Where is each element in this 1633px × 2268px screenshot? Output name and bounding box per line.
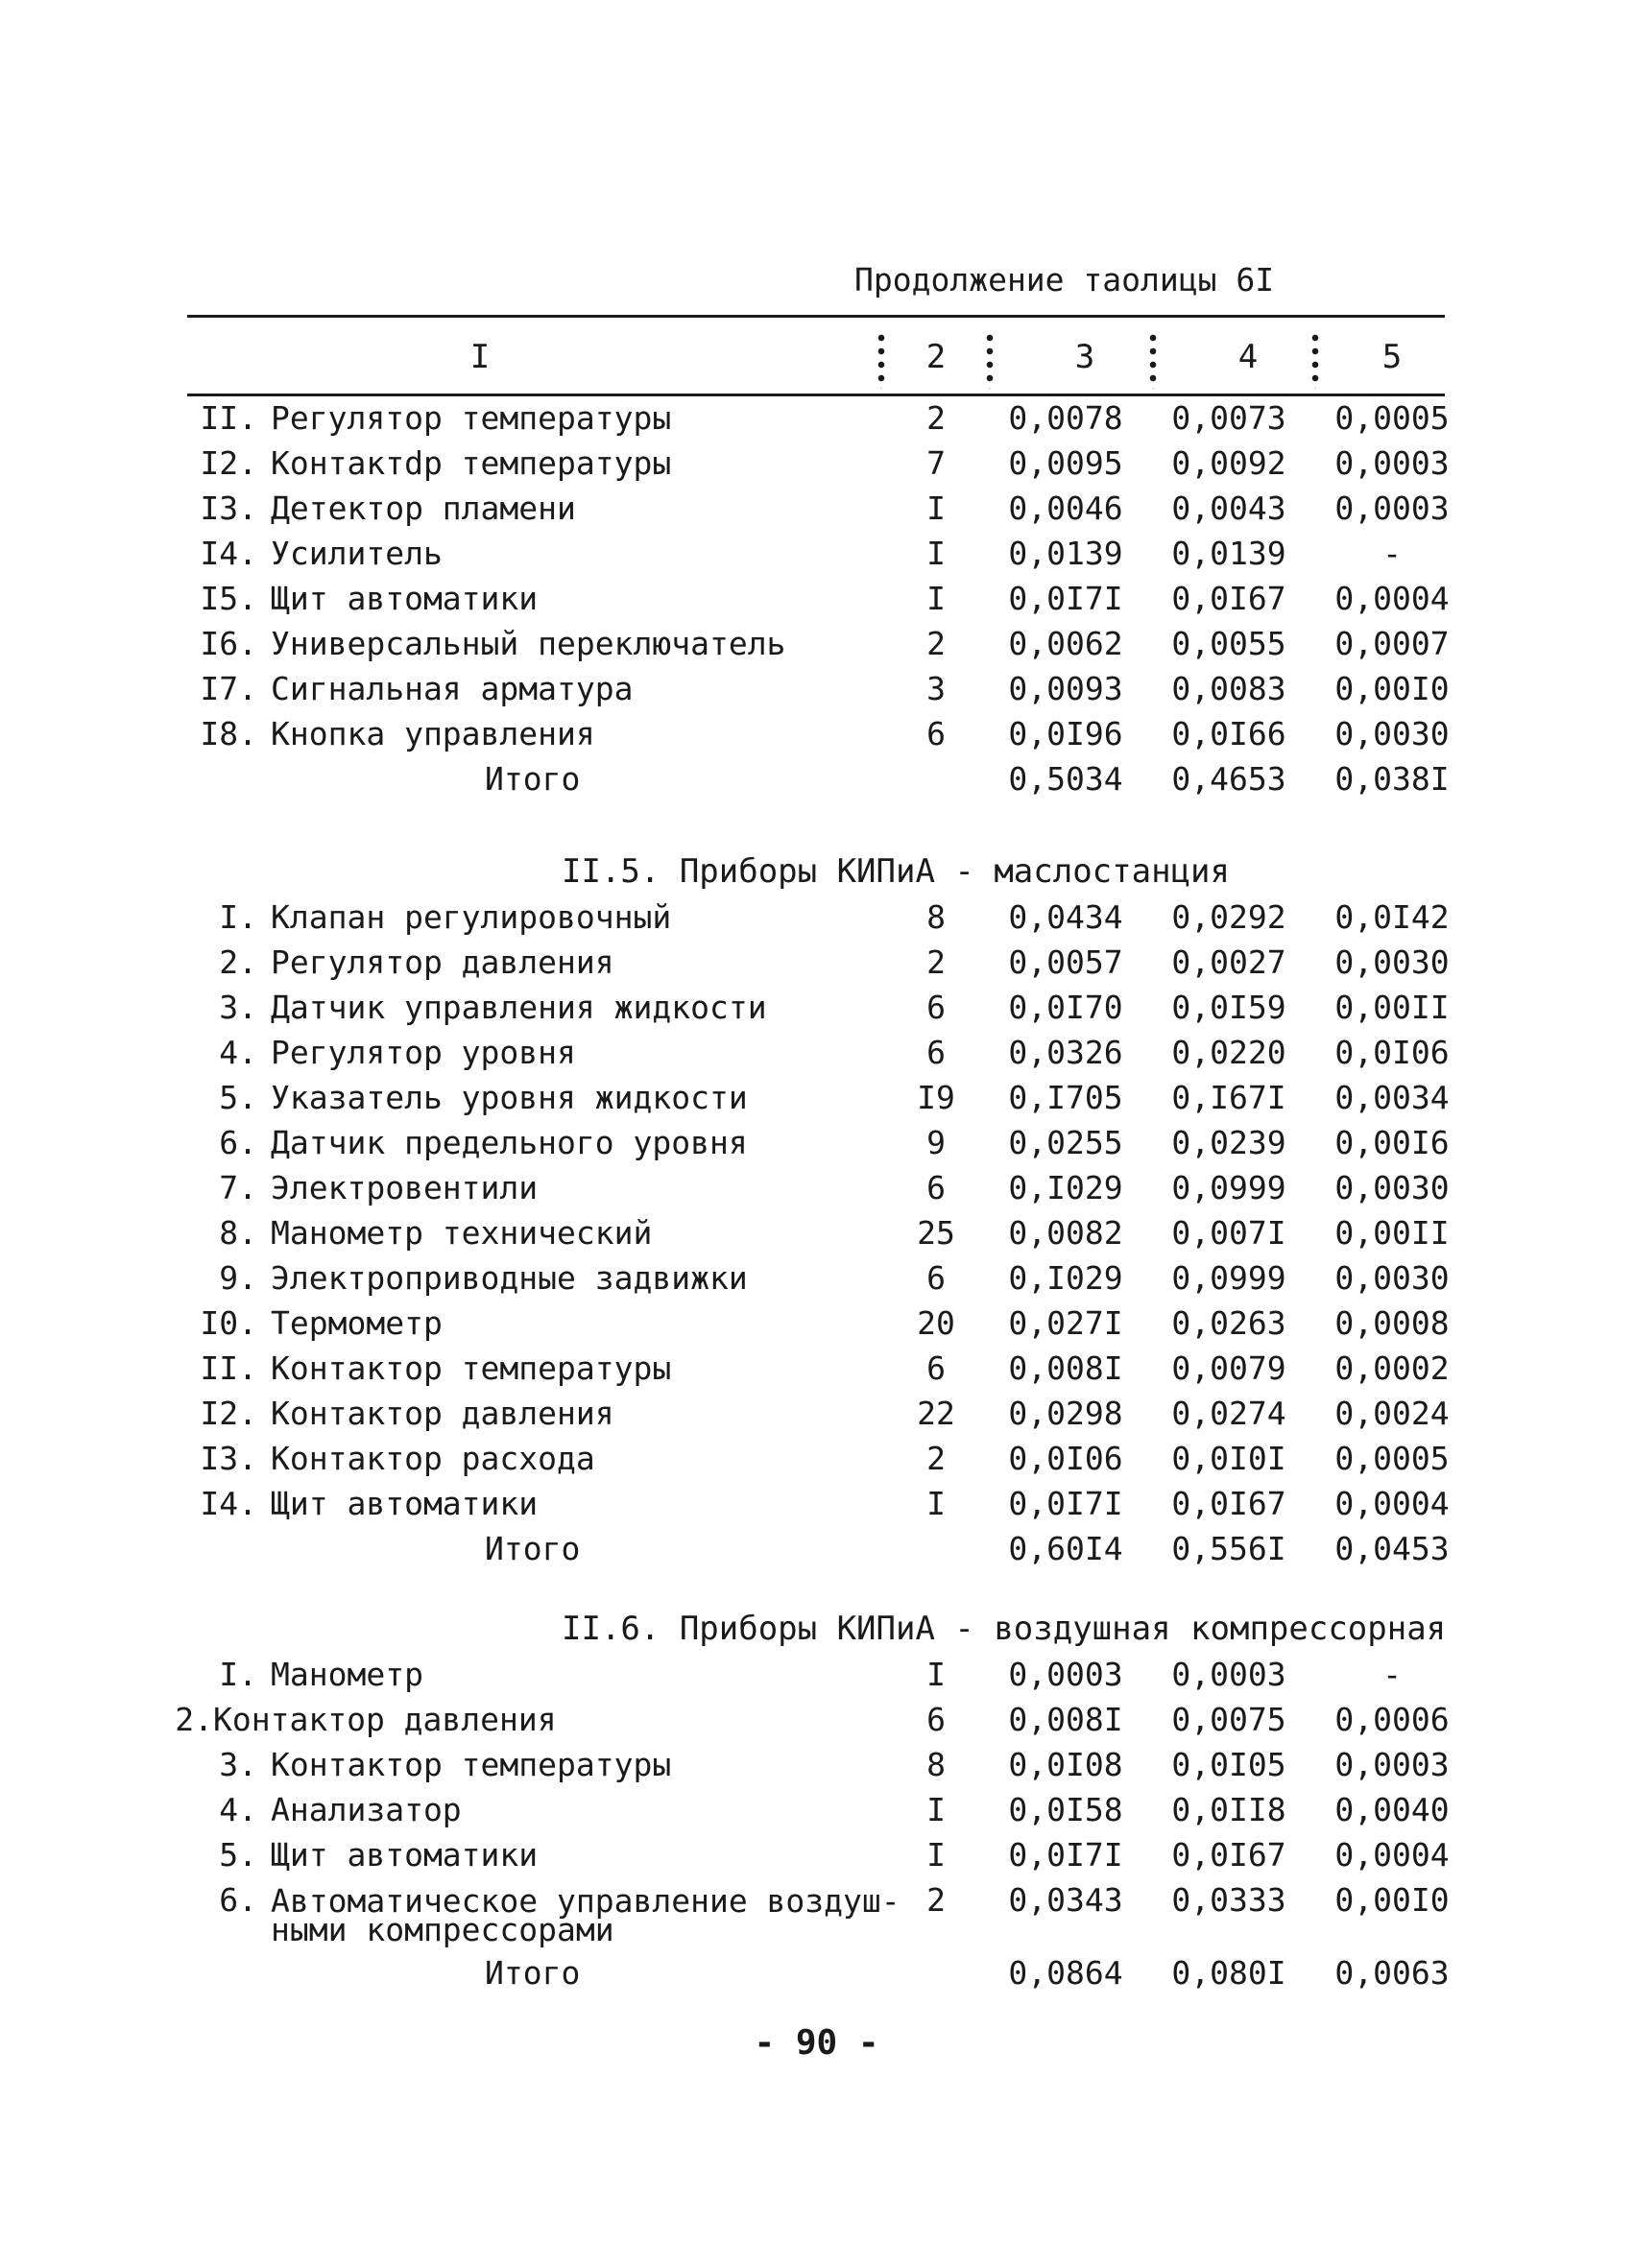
header-col-1: I bbox=[469, 338, 491, 376]
total-row: Итого 0,5034 0,4653 0,038I bbox=[485, 760, 1450, 798]
table-row: 8. Манометр технический 25 0,0082 0,007I 0,00II bbox=[219, 1214, 1450, 1252]
table-row: 5. Указатель уровня жидкости I9 0,I705 0,I67I 0,0034 bbox=[219, 1079, 1450, 1116]
table-row: 5. Щит автоматики I 0,0I7I 0,0I67 0,0004 bbox=[219, 1836, 1450, 1874]
table-row: I3. Контактор расхода 2 0,0I06 0,0I0I 0,0005 bbox=[200, 1440, 1450, 1477]
table-row: I7. Сигнальная арматура 3 0,0093 0,0083 0,00I0 bbox=[200, 670, 1450, 707]
table-row: II. Регулятор температуры 2 0,0078 0,0073 0,0005 bbox=[200, 399, 1450, 437]
header-separator bbox=[986, 331, 994, 389]
table-row: 4. Регулятор уровня 6 0,0326 0,0220 0,0I06 bbox=[219, 1034, 1450, 1071]
total-row: Итого 0,60I4 0,556I 0,0453 bbox=[485, 1530, 1450, 1567]
header-col-4: 4 bbox=[1237, 338, 1259, 376]
table-row: I2. Контактор давления 22 0,0298 0,0274 0,0024 bbox=[200, 1395, 1450, 1432]
table-row: 6. Датчик предельного уровня 9 0,0255 0,0239 0,00I6 bbox=[219, 1124, 1450, 1161]
table-row: 3. Датчик управления жидкости 6 0,0I70 0,0I59 0,00II bbox=[219, 989, 1450, 1026]
table-row: I0. Термометр 20 0,027I 0,0263 0,0008 bbox=[200, 1304, 1450, 1342]
table-row: 2. Регулятор давления 2 0,0057 0,0027 0,0030 bbox=[219, 943, 1450, 981]
total-row: Итого 0,0864 0,080I 0,0063 bbox=[485, 1954, 1450, 1992]
table-row: I6. Универсальный переключатель 2 0,0062 0,0055 0,0007 bbox=[200, 625, 1450, 662]
section-title: II.5. Приборы КИПиА - маслостанция bbox=[562, 852, 1230, 891]
table-row: 7. Электровентили 6 0,I029 0,0999 0,0030 bbox=[219, 1169, 1450, 1206]
table-row: I4. Усилитель I 0,0139 0,0139 - bbox=[200, 535, 1402, 572]
table-caption: Продолжение таолицы 6I bbox=[854, 261, 1275, 298]
header-separator bbox=[1149, 331, 1157, 389]
table-row: I5. Щит автоматики I 0,0I7I 0,0I67 0,0004 bbox=[200, 580, 1450, 617]
table-row: I2. Контактdр температуры 7 0,0095 0,0092 0,0003 bbox=[200, 444, 1450, 482]
header-col-3: 3 bbox=[1074, 338, 1095, 376]
header-col-5: 5 bbox=[1381, 338, 1403, 376]
table-row: 9. Электроприводные задвижки 6 0,I029 0,0999 0,0030 bbox=[219, 1259, 1450, 1297]
header-separator bbox=[877, 331, 885, 389]
header-separator bbox=[1311, 331, 1319, 389]
table-top-rule bbox=[187, 315, 1445, 318]
table-row: I. Клапан регулировочный 8 0,0434 0,0292 0,0I42 bbox=[219, 898, 1450, 936]
page-number: - 90 - bbox=[754, 2023, 879, 2063]
section-title: II.6. Приборы КИПиА - воздушная компрессорная bbox=[562, 1610, 1447, 1648]
table-row: I. Манометр I 0,0003 0,0003 - bbox=[219, 1656, 1402, 1693]
table-row: I8. Кнопка управления 6 0,0I96 0,0I66 0,0030 bbox=[200, 715, 1450, 752]
table-row: II. Контактор температуры 6 0,008I 0,0079 0,0002 bbox=[200, 1349, 1450, 1387]
header-col-2: 2 bbox=[925, 338, 947, 376]
table-row: 2. Контактор давления 6 0,008I 0,0075 0,0006 bbox=[175, 1701, 1450, 1738]
table-row: 4. Анализатор I 0,0I58 0,0II8 0,0040 bbox=[219, 1791, 1450, 1828]
table-row: 3. Контактор температуры 8 0,0I08 0,0I05 0,0003 bbox=[219, 1746, 1450, 1783]
table-row: 6. Автоматическое управление воздуш- ными компрессорами 2 0,0343 0,0333 0,00I0 bbox=[219, 1881, 1450, 1948]
table-row: I4. Щит автоматики I 0,0I7I 0,0I67 0,0004 bbox=[200, 1485, 1450, 1522]
table-row: I3. Детектор пламени I 0,0046 0,0043 0,0003 bbox=[200, 489, 1450, 527]
